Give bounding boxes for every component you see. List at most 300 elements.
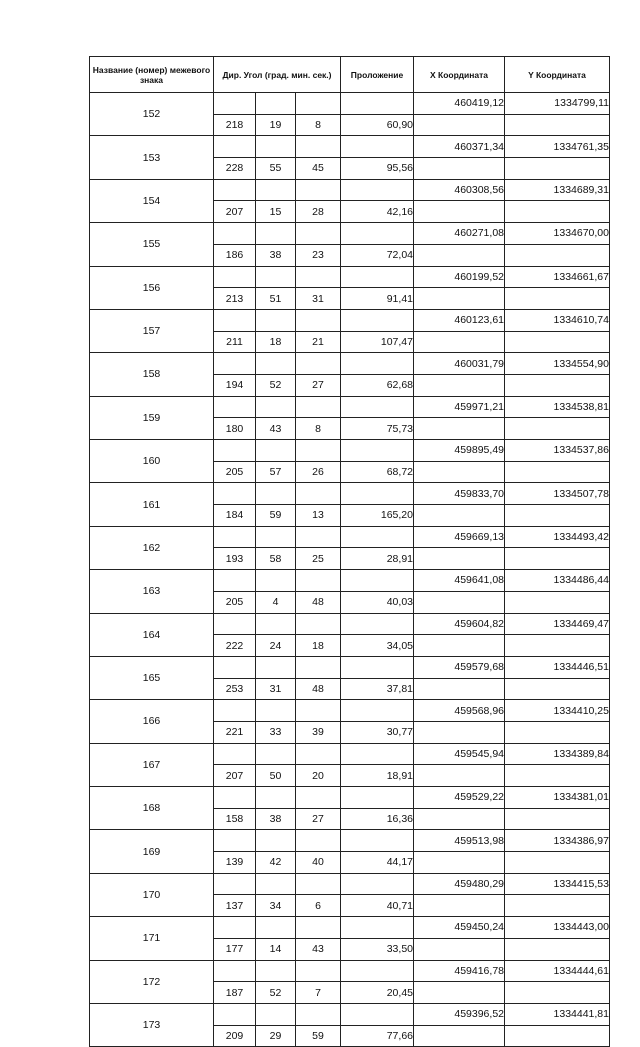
- mark-name-cell: 169: [90, 830, 214, 873]
- empty-cell: [505, 721, 610, 743]
- empty-cell: [256, 309, 296, 331]
- angle-degrees-cell: 207: [214, 201, 256, 223]
- empty-cell: [414, 374, 505, 396]
- x-coordinate-cell: 460371,34: [414, 136, 505, 158]
- empty-cell: [256, 570, 296, 592]
- y-coordinate-cell: 1334610,74: [505, 309, 610, 331]
- angle-seconds-cell: 27: [296, 808, 341, 830]
- empty-cell: [414, 852, 505, 874]
- x-coordinate-cell: 459545,94: [414, 743, 505, 765]
- y-coordinate-cell: 1334444,61: [505, 960, 610, 982]
- empty-cell: [341, 787, 414, 809]
- empty-cell: [296, 1003, 341, 1025]
- boundary-marks-table: [89, 56, 610, 1047]
- angle-minutes-cell: 59: [256, 505, 296, 527]
- y-coordinate-cell: 1334415,53: [505, 873, 610, 895]
- point-row: [90, 656, 610, 678]
- angle-seconds-cell: 40: [296, 852, 341, 874]
- angle-minutes-cell: 31: [256, 678, 296, 700]
- angle-seconds-cell: 20: [296, 765, 341, 787]
- empty-cell: [341, 917, 414, 939]
- mark-name-cell: 158: [90, 353, 214, 396]
- point-row: [90, 570, 610, 592]
- y-coordinate-cell: 1334386,97: [505, 830, 610, 852]
- angle-degrees-cell: 207: [214, 765, 256, 787]
- x-coordinate-cell: 459450,24: [414, 917, 505, 939]
- empty-cell: [214, 656, 256, 678]
- angle-minutes-cell: 14: [256, 938, 296, 960]
- empty-cell: [505, 288, 610, 310]
- point-row: [90, 873, 610, 895]
- empty-cell: [414, 201, 505, 223]
- header-direction-angle: Дир. Угол (град. мин. сек.): [214, 57, 341, 93]
- empty-cell: [296, 223, 341, 245]
- distance-cell: 165,20: [341, 505, 414, 527]
- point-row: [90, 743, 610, 765]
- angle-minutes-cell: 50: [256, 765, 296, 787]
- angle-degrees-cell: 158: [214, 808, 256, 830]
- point-row: [90, 483, 610, 505]
- distance-cell: 60,90: [341, 114, 414, 136]
- x-coordinate-cell: 459416,78: [414, 960, 505, 982]
- empty-cell: [341, 526, 414, 548]
- angle-degrees-cell: 221: [214, 721, 256, 743]
- empty-cell: [341, 656, 414, 678]
- empty-cell: [256, 1003, 296, 1025]
- empty-cell: [296, 353, 341, 375]
- angle-minutes-cell: 33: [256, 721, 296, 743]
- y-coordinate-cell: 1334537,86: [505, 440, 610, 462]
- angle-minutes-cell: 51: [256, 288, 296, 310]
- header-mark-name: Название (номер) межевого знака: [90, 57, 214, 93]
- empty-cell: [296, 136, 341, 158]
- distance-cell: 72,04: [341, 244, 414, 266]
- angle-minutes-cell: 29: [256, 1025, 296, 1047]
- angle-minutes-cell: 52: [256, 982, 296, 1004]
- empty-cell: [341, 309, 414, 331]
- angle-seconds-cell: 7: [296, 982, 341, 1004]
- angle-degrees-cell: 187: [214, 982, 256, 1004]
- empty-cell: [414, 591, 505, 613]
- empty-cell: [505, 331, 610, 353]
- mark-name-cell: 154: [90, 179, 214, 222]
- empty-cell: [505, 114, 610, 136]
- empty-cell: [414, 461, 505, 483]
- empty-cell: [505, 201, 610, 223]
- empty-cell: [214, 700, 256, 722]
- angle-seconds-cell: 23: [296, 244, 341, 266]
- empty-cell: [505, 852, 610, 874]
- empty-cell: [505, 938, 610, 960]
- empty-cell: [414, 635, 505, 657]
- empty-cell: [256, 223, 296, 245]
- empty-cell: [414, 244, 505, 266]
- point-row: [90, 526, 610, 548]
- empty-cell: [214, 743, 256, 765]
- angle-minutes-cell: 42: [256, 852, 296, 874]
- angle-minutes-cell: 19: [256, 114, 296, 136]
- empty-cell: [256, 179, 296, 201]
- empty-cell: [296, 743, 341, 765]
- empty-cell: [505, 461, 610, 483]
- empty-cell: [296, 93, 341, 115]
- distance-cell: 40,71: [341, 895, 414, 917]
- empty-cell: [505, 158, 610, 180]
- mark-name-cell: 172: [90, 960, 214, 1003]
- distance-cell: 95,56: [341, 158, 414, 180]
- point-row: [90, 309, 610, 331]
- distance-cell: 20,45: [341, 982, 414, 1004]
- empty-cell: [341, 700, 414, 722]
- empty-cell: [414, 808, 505, 830]
- empty-cell: [341, 136, 414, 158]
- mark-name-cell: 164: [90, 613, 214, 656]
- distance-cell: 107,47: [341, 331, 414, 353]
- point-row: [90, 440, 610, 462]
- mark-name-cell: 171: [90, 917, 214, 960]
- empty-cell: [341, 1003, 414, 1025]
- x-coordinate-cell: 459480,29: [414, 873, 505, 895]
- angle-minutes-cell: 38: [256, 808, 296, 830]
- empty-cell: [214, 93, 256, 115]
- empty-cell: [505, 548, 610, 570]
- empty-cell: [256, 483, 296, 505]
- angle-degrees-cell: 213: [214, 288, 256, 310]
- y-coordinate-cell: 1334381,01: [505, 787, 610, 809]
- empty-cell: [214, 873, 256, 895]
- empty-cell: [256, 873, 296, 895]
- angle-degrees-cell: 177: [214, 938, 256, 960]
- x-coordinate-cell: 459513,98: [414, 830, 505, 852]
- empty-cell: [505, 505, 610, 527]
- empty-cell: [296, 700, 341, 722]
- empty-cell: [341, 266, 414, 288]
- x-coordinate-cell: 460199,52: [414, 266, 505, 288]
- empty-cell: [296, 570, 341, 592]
- empty-cell: [414, 505, 505, 527]
- empty-cell: [505, 591, 610, 613]
- angle-degrees-cell: 180: [214, 418, 256, 440]
- empty-cell: [505, 678, 610, 700]
- empty-cell: [341, 483, 414, 505]
- empty-cell: [214, 526, 256, 548]
- angle-degrees-cell: 253: [214, 678, 256, 700]
- point-row: [90, 93, 610, 115]
- empty-cell: [256, 396, 296, 418]
- point-row: [90, 613, 610, 635]
- y-coordinate-cell: 1334493,42: [505, 526, 610, 548]
- angle-degrees-cell: 228: [214, 158, 256, 180]
- empty-cell: [341, 570, 414, 592]
- y-coordinate-cell: 1334446,51: [505, 656, 610, 678]
- empty-cell: [414, 765, 505, 787]
- empty-cell: [341, 440, 414, 462]
- empty-cell: [414, 331, 505, 353]
- empty-cell: [296, 266, 341, 288]
- x-coordinate-cell: 460419,12: [414, 93, 505, 115]
- angle-seconds-cell: 45: [296, 158, 341, 180]
- empty-cell: [256, 136, 296, 158]
- angle-seconds-cell: 31: [296, 288, 341, 310]
- angle-minutes-cell: 57: [256, 461, 296, 483]
- empty-cell: [505, 982, 610, 1004]
- header-x-coordinate: X Координата: [414, 57, 505, 93]
- distance-cell: 16,36: [341, 808, 414, 830]
- distance-cell: 37,81: [341, 678, 414, 700]
- empty-cell: [214, 917, 256, 939]
- empty-cell: [341, 223, 414, 245]
- x-coordinate-cell: 459971,21: [414, 396, 505, 418]
- empty-cell: [256, 917, 296, 939]
- point-row: [90, 353, 610, 375]
- empty-cell: [505, 635, 610, 657]
- distance-cell: 77,66: [341, 1025, 414, 1047]
- angle-seconds-cell: 59: [296, 1025, 341, 1047]
- empty-cell: [505, 244, 610, 266]
- empty-cell: [256, 700, 296, 722]
- header-distance: Проложение: [341, 57, 414, 93]
- empty-cell: [256, 743, 296, 765]
- point-row: [90, 136, 610, 158]
- empty-cell: [414, 721, 505, 743]
- y-coordinate-cell: 1334661,67: [505, 266, 610, 288]
- empty-cell: [341, 93, 414, 115]
- x-coordinate-cell: 459895,49: [414, 440, 505, 462]
- distance-cell: 33,50: [341, 938, 414, 960]
- angle-degrees-cell: 211: [214, 331, 256, 353]
- angle-seconds-cell: 25: [296, 548, 341, 570]
- y-coordinate-cell: 1334507,78: [505, 483, 610, 505]
- angle-seconds-cell: 13: [296, 505, 341, 527]
- y-coordinate-cell: 1334469,47: [505, 613, 610, 635]
- empty-cell: [214, 309, 256, 331]
- distance-cell: 42,16: [341, 201, 414, 223]
- distance-cell: 44,17: [341, 852, 414, 874]
- empty-cell: [214, 830, 256, 852]
- empty-cell: [505, 418, 610, 440]
- mark-name-cell: 166: [90, 700, 214, 743]
- empty-cell: [341, 396, 414, 418]
- empty-cell: [296, 873, 341, 895]
- empty-cell: [414, 548, 505, 570]
- angle-seconds-cell: 18: [296, 635, 341, 657]
- x-coordinate-cell: 460308,56: [414, 179, 505, 201]
- mark-name-cell: 161: [90, 483, 214, 526]
- empty-cell: [414, 114, 505, 136]
- point-row: [90, 700, 610, 722]
- empty-cell: [505, 895, 610, 917]
- point-row: [90, 830, 610, 852]
- empty-cell: [214, 613, 256, 635]
- angle-degrees-cell: 137: [214, 895, 256, 917]
- x-coordinate-cell: 459833,70: [414, 483, 505, 505]
- empty-cell: [296, 483, 341, 505]
- angle-minutes-cell: 52: [256, 374, 296, 396]
- empty-cell: [214, 960, 256, 982]
- empty-cell: [296, 526, 341, 548]
- empty-cell: [505, 374, 610, 396]
- y-coordinate-cell: 1334441,81: [505, 1003, 610, 1025]
- angle-minutes-cell: 55: [256, 158, 296, 180]
- empty-cell: [256, 613, 296, 635]
- x-coordinate-cell: 459396,52: [414, 1003, 505, 1025]
- y-coordinate-cell: 1334670,00: [505, 223, 610, 245]
- angle-degrees-cell: 186: [214, 244, 256, 266]
- empty-cell: [505, 1025, 610, 1047]
- angle-seconds-cell: 8: [296, 114, 341, 136]
- header-row: [90, 57, 610, 93]
- empty-cell: [414, 418, 505, 440]
- empty-cell: [341, 353, 414, 375]
- empty-cell: [296, 787, 341, 809]
- angle-seconds-cell: 39: [296, 721, 341, 743]
- mark-name-cell: 157: [90, 309, 214, 352]
- distance-cell: 18,91: [341, 765, 414, 787]
- table-body: [90, 93, 610, 1047]
- angle-degrees-cell: 209: [214, 1025, 256, 1047]
- angle-seconds-cell: 8: [296, 418, 341, 440]
- empty-cell: [296, 960, 341, 982]
- angle-seconds-cell: 28: [296, 201, 341, 223]
- y-coordinate-cell: 1334799,11: [505, 93, 610, 115]
- x-coordinate-cell: 460123,61: [414, 309, 505, 331]
- point-row: [90, 396, 610, 418]
- empty-cell: [296, 917, 341, 939]
- mark-name-cell: 165: [90, 656, 214, 699]
- point-row: [90, 223, 610, 245]
- mark-name-cell: 162: [90, 526, 214, 569]
- point-row: [90, 960, 610, 982]
- empty-cell: [414, 895, 505, 917]
- empty-cell: [214, 353, 256, 375]
- angle-degrees-cell: 222: [214, 635, 256, 657]
- empty-cell: [341, 873, 414, 895]
- distance-cell: 40,03: [341, 591, 414, 613]
- empty-cell: [414, 678, 505, 700]
- angle-minutes-cell: 34: [256, 895, 296, 917]
- distance-cell: 75,73: [341, 418, 414, 440]
- header-y-coordinate: Y Координата: [505, 57, 610, 93]
- distance-cell: 68,72: [341, 461, 414, 483]
- empty-cell: [214, 396, 256, 418]
- mark-name-cell: 173: [90, 1003, 214, 1046]
- empty-cell: [214, 440, 256, 462]
- mark-name-cell: 155: [90, 223, 214, 266]
- point-row: [90, 266, 610, 288]
- distance-cell: 28,91: [341, 548, 414, 570]
- x-coordinate-cell: 459568,96: [414, 700, 505, 722]
- empty-cell: [505, 765, 610, 787]
- empty-cell: [341, 613, 414, 635]
- distance-cell: 34,05: [341, 635, 414, 657]
- angle-degrees-cell: 184: [214, 505, 256, 527]
- empty-cell: [341, 960, 414, 982]
- y-coordinate-cell: 1334410,25: [505, 700, 610, 722]
- empty-cell: [296, 179, 341, 201]
- x-coordinate-cell: 460271,08: [414, 223, 505, 245]
- empty-cell: [296, 830, 341, 852]
- angle-minutes-cell: 38: [256, 244, 296, 266]
- point-row: [90, 787, 610, 809]
- empty-cell: [214, 570, 256, 592]
- empty-cell: [414, 1025, 505, 1047]
- x-coordinate-cell: 459529,22: [414, 787, 505, 809]
- y-coordinate-cell: 1334538,81: [505, 396, 610, 418]
- angle-seconds-cell: 26: [296, 461, 341, 483]
- empty-cell: [341, 179, 414, 201]
- distance-cell: 91,41: [341, 288, 414, 310]
- angle-degrees-cell: 139: [214, 852, 256, 874]
- angle-minutes-cell: 18: [256, 331, 296, 353]
- angle-minutes-cell: 4: [256, 591, 296, 613]
- empty-cell: [214, 136, 256, 158]
- angle-degrees-cell: 205: [214, 461, 256, 483]
- empty-cell: [214, 266, 256, 288]
- x-coordinate-cell: 460031,79: [414, 353, 505, 375]
- angle-seconds-cell: 27: [296, 374, 341, 396]
- point-row: [90, 1003, 610, 1025]
- empty-cell: [214, 483, 256, 505]
- mark-name-cell: 160: [90, 440, 214, 483]
- empty-cell: [296, 656, 341, 678]
- distance-cell: 62,68: [341, 374, 414, 396]
- angle-seconds-cell: 21: [296, 331, 341, 353]
- x-coordinate-cell: 459604,82: [414, 613, 505, 635]
- empty-cell: [341, 830, 414, 852]
- empty-cell: [256, 960, 296, 982]
- empty-cell: [296, 440, 341, 462]
- empty-cell: [256, 353, 296, 375]
- y-coordinate-cell: 1334486,44: [505, 570, 610, 592]
- empty-cell: [256, 93, 296, 115]
- empty-cell: [214, 1003, 256, 1025]
- empty-cell: [414, 158, 505, 180]
- empty-cell: [256, 656, 296, 678]
- empty-cell: [296, 309, 341, 331]
- angle-minutes-cell: 58: [256, 548, 296, 570]
- empty-cell: [214, 787, 256, 809]
- empty-cell: [296, 613, 341, 635]
- distance-cell: 30,77: [341, 721, 414, 743]
- y-coordinate-cell: 1334761,35: [505, 136, 610, 158]
- angle-minutes-cell: 43: [256, 418, 296, 440]
- angle-degrees-cell: 218: [214, 114, 256, 136]
- mark-name-cell: 159: [90, 396, 214, 439]
- x-coordinate-cell: 459669,13: [414, 526, 505, 548]
- angle-minutes-cell: 24: [256, 635, 296, 657]
- mark-name-cell: 170: [90, 873, 214, 916]
- angle-degrees-cell: 205: [214, 591, 256, 613]
- mark-name-cell: 167: [90, 743, 214, 786]
- empty-cell: [214, 179, 256, 201]
- empty-cell: [414, 288, 505, 310]
- angle-degrees-cell: 193: [214, 548, 256, 570]
- angle-seconds-cell: 48: [296, 678, 341, 700]
- empty-cell: [296, 396, 341, 418]
- x-coordinate-cell: 459641,08: [414, 570, 505, 592]
- empty-cell: [414, 938, 505, 960]
- y-coordinate-cell: 1334689,31: [505, 179, 610, 201]
- x-coordinate-cell: 459579,68: [414, 656, 505, 678]
- empty-cell: [256, 526, 296, 548]
- angle-minutes-cell: 15: [256, 201, 296, 223]
- empty-cell: [256, 830, 296, 852]
- angle-seconds-cell: 6: [296, 895, 341, 917]
- mark-name-cell: 168: [90, 787, 214, 830]
- mark-name-cell: 156: [90, 266, 214, 309]
- empty-cell: [256, 266, 296, 288]
- y-coordinate-cell: 1334389,84: [505, 743, 610, 765]
